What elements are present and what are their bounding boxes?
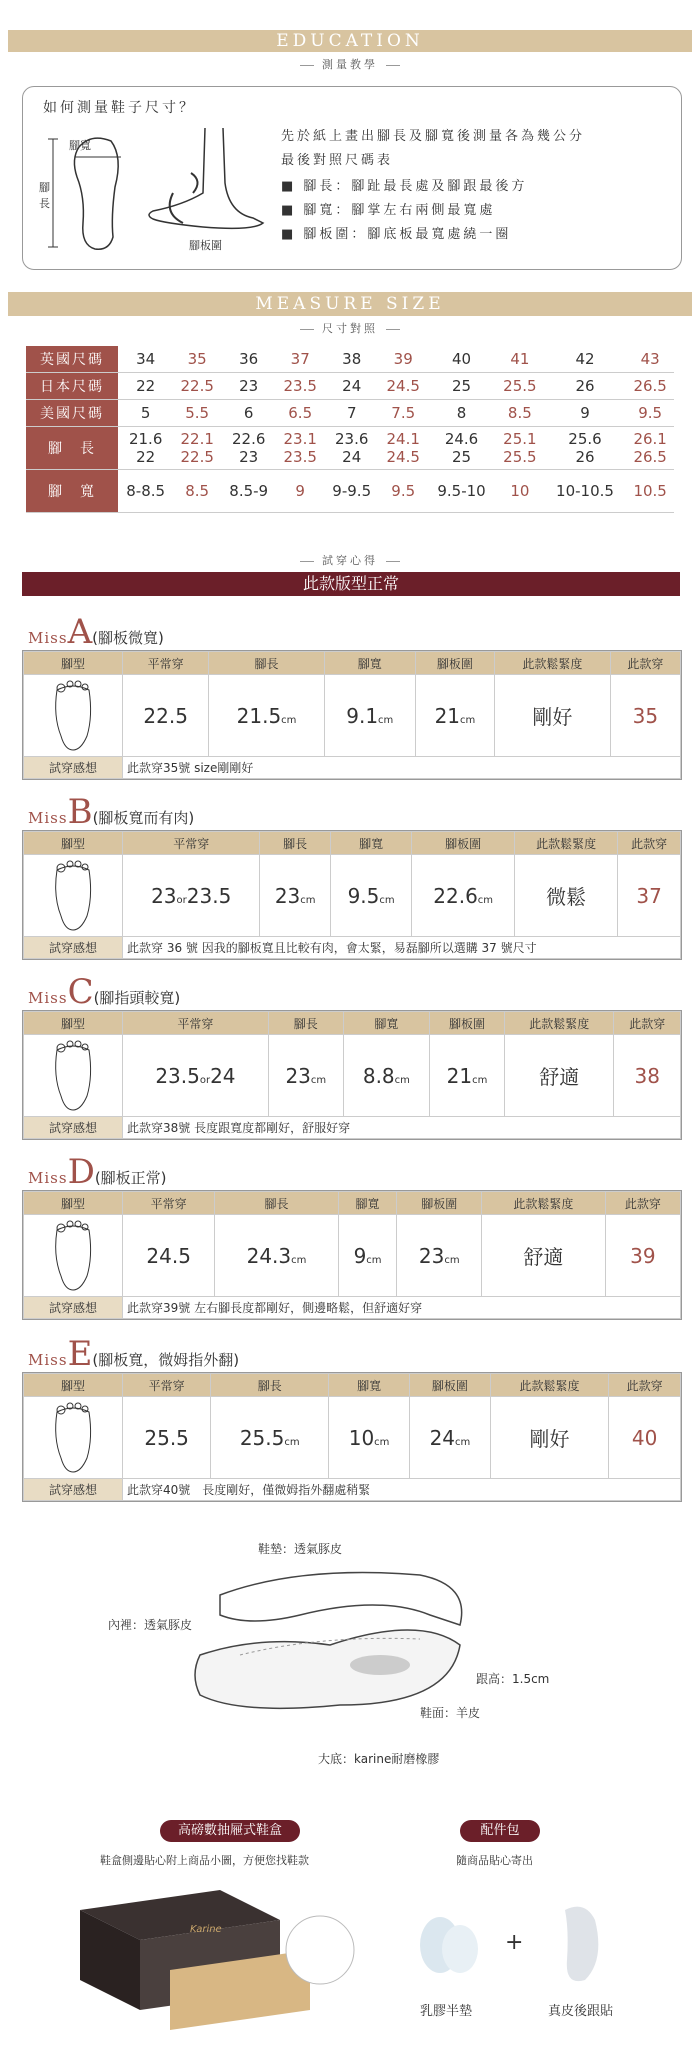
header-cell: 腳板圍 [415,652,494,675]
header-cell: 腳寬 [338,1192,397,1215]
size-row-label: 腳 寬 [26,470,118,513]
svg-text:Karine: Karine [190,1924,222,1935]
feel-text: 此款穿39號 左右腳長度都剛好，側邊略鬆，但舒適好穿 [123,1297,681,1319]
header-cell: 腳型 [24,832,123,855]
header-cell: 此款穿 [610,652,680,675]
normal-cell [123,1035,269,1117]
sole-callout: 大底：karine耐磨橡膠 [318,1752,440,1766]
size-cell: 22 [136,377,156,395]
miss-name [28,1152,167,1192]
svg-text:腳: 腳 [39,181,50,194]
feel-label: 試穿感想 [24,937,123,959]
foot-icon [43,856,103,932]
size-cell: 25 [451,377,472,395]
header-cell: 此款鬆緊度 [482,1192,606,1215]
miss-name [28,612,164,652]
header-cell: 此款鬆緊度 [515,832,618,855]
fit-cell: 微鬆 [515,855,618,937]
normal-size-a: 23.5 [155,1063,200,1088]
normal-cell [123,1215,215,1297]
foot-icon [43,1398,103,1474]
size-cell: 23.6 24 [335,430,369,466]
header-cell: 此款穿 [605,1192,680,1215]
foot-shape-cell [24,675,123,757]
foot-icon [43,676,103,752]
education-title-band: EDUCATION [8,30,692,52]
size-row [26,427,674,470]
header-cell: 腳型 [24,1012,123,1035]
header-cell: 平常穿 [123,1012,269,1035]
header-cell: 腳寬 [329,1374,410,1397]
feel-label: 試穿感想 [24,1479,123,1501]
size-cell: 9.5-10 [437,482,486,500]
size-cell: 5.5 [185,404,210,422]
width-cell: 10cm [329,1397,410,1479]
header-cell: 此款穿 [614,1012,681,1035]
header-cell: 腳板圍 [397,1192,482,1215]
header-cell: 腳板圍 [412,832,515,855]
fit-cell: 舒適 [482,1215,606,1297]
chosen-size-cell: 38 [614,1035,681,1117]
size-cell: 25.5 [503,377,537,395]
fit-cell: 剛好 [490,1397,608,1479]
size-cell: 5 [140,404,151,422]
header-cell: 腳長 [268,1012,343,1035]
size-cell: 40 [451,350,472,368]
chosen-size-cell: 39 [605,1215,680,1297]
lining-callout: 內裡：透氣豚皮 [108,1618,193,1632]
length-cell: 25.5cm [211,1397,329,1479]
foot-icon [43,1216,103,1292]
size-cell: 39 [393,350,413,368]
size-cell: 8-8.5 [126,482,166,500]
size-cell: 8.5 [185,482,210,500]
size-row [26,346,674,373]
box-pill: 高磅數抽屜式鞋盒 [160,1820,300,1842]
foot-shape-cell [24,1035,123,1117]
heel-callout: 跟高：1.5cm [476,1672,550,1686]
normal-size: 25.5 [144,1425,189,1450]
size-cell: 35 [187,350,207,368]
size-cell: 10.5 [633,482,667,500]
fit-cell: 剛好 [494,675,610,757]
size-cell: 25.1 25.5 [503,430,537,466]
normal-size-b: 23.5 [186,883,232,908]
foot-shape-cell [24,855,123,937]
header-cell: 腳長 [215,1192,338,1215]
education-desc2: 最後對照尺碼表 [281,153,394,168]
fit-cell: 舒適 [504,1035,614,1117]
size-row [26,470,674,513]
header-cell: 腳長 [209,652,324,675]
foot-note: (腳板寬而有肉) [92,809,195,827]
header-cell: 此款鬆緊度 [504,1012,614,1035]
size-cell: 9 [580,404,590,422]
size-cell: 34 [136,350,156,368]
size-cell: 36 [239,350,259,368]
size-cell: 9 [295,482,305,500]
feel-label: 試穿感想 [24,1297,123,1319]
or-text: or [199,1074,211,1086]
or-text: or [176,894,187,906]
size-row-label: 美國尺碼 [26,400,118,427]
header-cell: 此款穿 [618,832,681,855]
accessory-desc: 隨商品貼心寄出 [456,1854,533,1867]
feel-text: 此款穿40號 長度剛好，僅微姆指外翻處稍緊 [123,1479,681,1501]
size-cell: 23.5 [283,377,317,395]
length-cell: 21.5cm [209,675,324,757]
trial-table [22,650,682,780]
girth-cell: 24cm [410,1397,491,1479]
miss-name [28,972,180,1012]
size-table [26,346,674,513]
education-bullet-3: ■ 腳板圍：腳底板最寬處繞一圈 [281,227,512,242]
plus-sign: + [505,1930,524,1955]
foot-note: (腳板寬，微姆指外翻) [92,1351,240,1369]
size-cell: 25.6 26 [568,430,602,466]
girth-cell: 21cm [415,675,494,757]
miss-letter: C [67,972,94,1012]
header-cell: 平常穿 [123,1192,215,1215]
width-cell: 9.5cm [330,855,411,937]
chosen-size-cell: 35 [610,675,680,757]
foot-shape-cell [24,1215,123,1297]
header-cell: 腳型 [24,652,123,675]
header-cell: 腳長 [260,832,331,855]
feel-label: 試穿感想 [24,1117,123,1139]
header-cell: 腳型 [24,1192,123,1215]
normal-size-a: 23 [151,883,177,908]
size-cell: 8.5-9 [229,482,269,500]
miss-letter: D [67,1152,95,1192]
header-cell: 腳寬 [343,1012,429,1035]
size-cell: 22.6 23 [231,430,266,466]
size-cell: 22.1 22.5 [180,430,214,466]
size-cell: 6.5 [288,404,313,422]
width-cell: 9cm [338,1215,397,1297]
header-cell: 腳長 [211,1374,329,1397]
svg-text:長: 長 [39,197,50,210]
size-cell: 24.1 24.5 [386,430,420,466]
miss-label: Miss [28,1169,68,1187]
foot-note: (腳指頭較寬) [93,989,181,1007]
trial-table [22,1010,682,1140]
header-cell: 腳板圍 [410,1374,491,1397]
normal-size: 22.5 [143,703,188,728]
size-cell: 22.5 [180,377,214,395]
girth-cell: 22.6cm [412,855,515,937]
trial-banner: 此款版型正常 [22,572,680,596]
chosen-size-cell: 40 [609,1397,681,1479]
miss-letter: B [67,792,93,832]
measure-title-band: MEASURE SIZE [8,292,692,316]
header-cell: 平常穿 [123,652,209,675]
width-cell: 8.8cm [343,1035,429,1117]
latex-pad-icon [410,1905,490,1985]
foot-side-icon [133,123,283,233]
size-cell: 26.5 [633,377,667,395]
size-cell: 43 [640,350,660,368]
miss-label: Miss [28,989,68,1007]
header-cell: 此款鬆緊度 [490,1374,608,1397]
width-cell: 9.1cm [324,675,415,757]
education-box [22,86,682,270]
miss-name [28,792,194,832]
foot-note: (腳板正常) [94,1169,167,1187]
miss-label: Miss [28,809,68,827]
normal-size-b: 24 [210,1063,236,1088]
header-cell: 腳型 [24,1374,123,1397]
size-row [26,373,674,400]
size-cell: 7.5 [391,404,416,422]
trial-subtitle: 試穿心得 [0,552,700,568]
foot-icon [43,1036,103,1112]
foot-width-label: 腳寬 [69,139,91,152]
normal-size: 24.5 [146,1243,191,1268]
header-cell: 此款鬆緊度 [494,652,610,675]
heel-pad-label: 真皮後跟貼 [548,2004,614,2019]
feel-text: 此款穿35號 size剛剛好 [123,757,681,779]
size-cell: 26 [575,377,595,395]
education-bullet-2: ■ 腳寬：腳掌左右兩側最寬處 [281,203,496,218]
size-cell: 8.5 [507,404,532,422]
latex-pad-label: 乳膠半墊 [420,2004,473,2019]
normal-cell [123,1397,211,1479]
education-bullet-1: ■ 腳長：腳趾最長處及腳跟最後方 [281,179,528,194]
accessory-pill: 配件包 [460,1820,540,1842]
normal-cell [123,675,209,757]
trial-table [22,1372,682,1502]
feel-text: 此款穿 36 號 因我的腳板寬且比較有肉，會太緊，易磊腳所以選購 37 號尺寸 [123,937,681,959]
miss-label: Miss [28,629,68,647]
size-cell: 23.1 23.5 [283,430,317,466]
size-cell: 9.5 [391,482,416,500]
length-cell: 23cm [268,1035,343,1117]
foot-shape-cell [24,1397,123,1479]
heel-pad-icon [545,1900,625,1990]
size-cell: 7 [346,404,357,422]
girth-label: 腳板圍 [189,239,222,252]
length-cell: 24.3cm [215,1215,338,1297]
size-cell: 9-9.5 [332,482,372,500]
header-cell: 此款穿 [609,1374,681,1397]
education-desc1: 先於紙上畫出腳長及腳寬後測量各為幾公分 [281,129,586,144]
miss-letter: A [67,612,93,652]
insole-callout: 鞋墊：透氣豚皮 [258,1542,343,1556]
girth-cell: 21cm [430,1035,505,1117]
size-cell: 24.5 [386,377,420,395]
miss-name [28,1334,239,1374]
shoe-box-image [80,1880,360,2030]
miss-label: Miss [28,1351,68,1369]
size-row-label: 腳 長 [26,427,118,470]
size-cell: 24 [342,377,362,395]
size-cell: 9.5 [638,404,663,422]
size-cell: 10 [510,482,530,500]
header-cell: 平常穿 [123,832,260,855]
size-cell: 42 [575,350,595,368]
trial-table [22,1190,682,1320]
size-row-label: 英國尺碼 [26,346,118,373]
size-cell: 21.6 22 [128,430,163,466]
length-cell: 23cm [260,855,331,937]
foot-note: (腳板微寬) [92,629,164,647]
size-cell: 8 [456,404,467,422]
girth-cell: 23cm [397,1215,482,1297]
chosen-size-cell: 37 [618,855,681,937]
size-cell: 23 [239,377,259,395]
miss-letter: E [67,1334,93,1374]
upper-callout: 鞋面：羊皮 [420,1706,481,1720]
header-cell: 腳寬 [330,832,411,855]
header-cell: 腳寬 [324,652,415,675]
size-row [26,400,674,427]
size-cell: 26.1 26.5 [633,430,667,466]
normal-cell [123,855,260,937]
size-row-label: 日本尺碼 [26,373,118,400]
size-cell: 24.6 25 [444,430,479,466]
size-cell: 38 [342,350,362,368]
feel-label: 試穿感想 [24,757,123,779]
size-cell: 41 [510,350,530,368]
box-desc: 鞋盒側邊貼心附上商品小圖，方便您找鞋款 [100,1854,309,1867]
education-subtitle: 測量教學 [0,56,700,72]
header-cell: 腳板圍 [430,1012,505,1035]
size-cell: 37 [290,350,310,368]
trial-table [22,830,682,960]
header-cell: 平常穿 [123,1374,211,1397]
measure-subtitle: 尺寸對照 [0,320,700,336]
size-cell: 6 [243,404,254,422]
size-cell: 10-10.5 [556,482,614,500]
feel-text: 此款穿38號 長度跟寬度都剛好，舒服好穿 [123,1117,681,1139]
education-question: 如何測量鞋子尺寸？ [43,100,196,116]
